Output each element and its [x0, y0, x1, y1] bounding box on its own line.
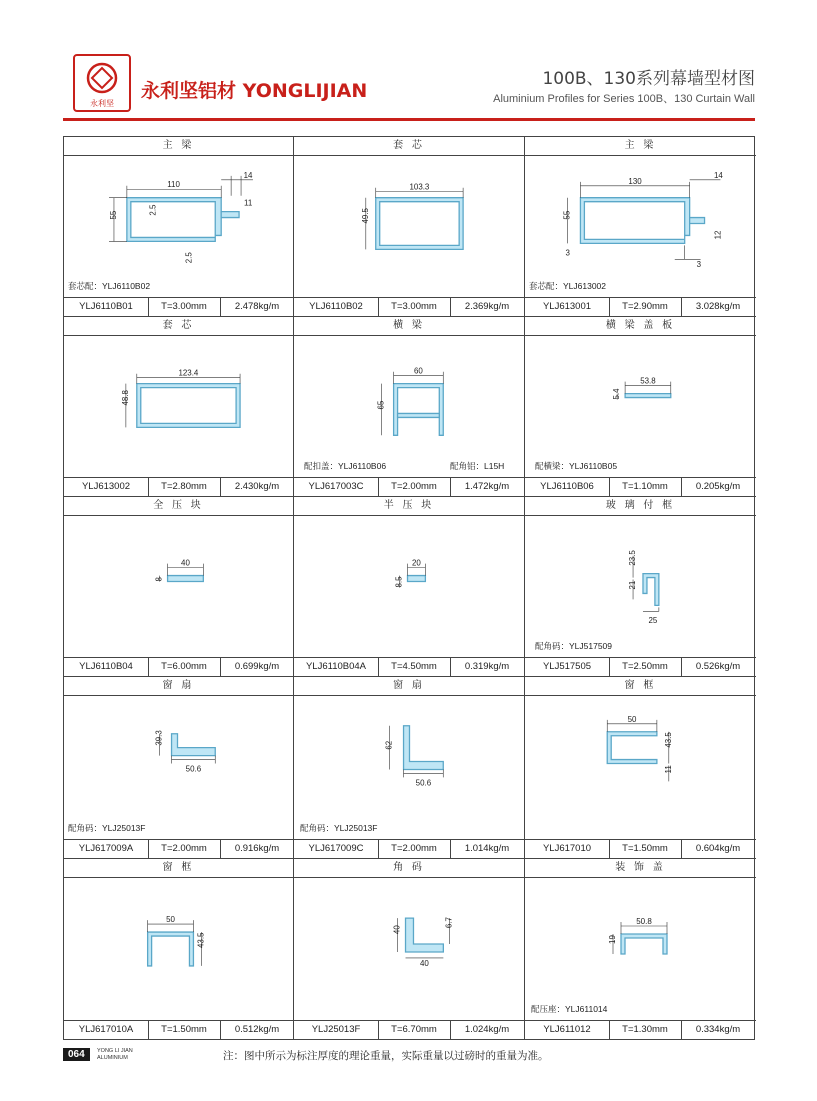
cell-title: 主 梁 [64, 137, 293, 156]
model-code: YLJ6110B06 [525, 478, 610, 496]
svg-text:50.6: 50.6 [415, 778, 432, 788]
wall-thickness: T=2.00mm [378, 478, 451, 496]
cell-title: 玻 璃 付 框 [525, 497, 756, 516]
cell-note: 配角码：YLJ517509 [535, 641, 613, 651]
svg-text:55: 55 [108, 210, 118, 220]
svg-text:23.5: 23.5 [628, 550, 638, 566]
unit-weight: 1.014kg/m [464, 843, 510, 854]
svg-text:40: 40 [181, 558, 190, 568]
wall-thickness: T=1.10mm [609, 478, 682, 496]
cell-note: 配压座：YLJ611014 [531, 1004, 608, 1014]
svg-text:2.5: 2.5 [184, 252, 194, 264]
wall-thickness: T=2.80mm [148, 478, 221, 496]
cell-spec [64, 657, 293, 676]
profile-drawing [525, 516, 756, 657]
profile-drawing [294, 878, 524, 1020]
svg-text:8.5: 8.5 [394, 576, 404, 588]
svg-text:40: 40 [392, 925, 402, 935]
profile-cell [525, 137, 756, 317]
svg-text:50.8: 50.8 [636, 917, 652, 926]
svg-text:8: 8 [154, 577, 164, 582]
footer-brand-line2: ALUMINIUM [97, 1055, 128, 1061]
wall-thickness: T=1.30mm [609, 1021, 682, 1039]
svg-text:14: 14 [714, 170, 723, 180]
unit-weight: 0.699kg/m [234, 661, 280, 672]
profile-drawing [525, 878, 756, 1020]
svg-text:14: 14 [243, 170, 253, 180]
profile-drawing [64, 878, 293, 1020]
model-code: YLJ6110B02 [294, 298, 379, 316]
model-code: YLJ617009A [64, 840, 149, 858]
svg-text:65: 65 [376, 400, 386, 410]
cell-title: 窗 扇 [294, 677, 524, 696]
unit-weight: 0.916kg/m [234, 843, 280, 854]
profile-grid [63, 136, 755, 1040]
svg-text:19: 19 [608, 935, 617, 944]
svg-text:62: 62 [384, 740, 394, 750]
header-divider [63, 118, 755, 121]
cell-spec [64, 297, 293, 316]
svg-text:11: 11 [244, 198, 253, 208]
cell-title: 半 压 块 [294, 497, 524, 516]
svg-text:110: 110 [167, 179, 180, 189]
profile-cell [294, 317, 525, 497]
cell-spec [525, 1020, 756, 1039]
unit-weight: 3.028kg/m [695, 301, 741, 312]
cell-spec [294, 1020, 524, 1039]
footer-brand-line1: YONG LI JIAN [97, 1048, 133, 1054]
unit-weight: 2.478kg/m [234, 301, 280, 312]
model-code: YLJ617009C [294, 840, 379, 858]
cell-title: 窗 扇 [64, 677, 293, 696]
unit-weight: 0.604kg/m [695, 843, 741, 854]
wall-thickness: T=2.90mm [609, 298, 682, 316]
page-header [63, 48, 755, 118]
svg-text:20: 20 [412, 558, 421, 568]
profile-drawing [64, 516, 293, 657]
profile-drawing [525, 336, 756, 477]
wall-thickness: T=1.50mm [609, 840, 682, 858]
model-code: YLJ6110B01 [64, 298, 149, 316]
cell-title: 装 饰 盖 [525, 859, 756, 878]
profile-shape [127, 198, 221, 242]
cell-title: 套 芯 [294, 137, 524, 156]
logo-text: 永利坚 [90, 99, 114, 108]
cell-note: 配扣盖：YLJ6110B06 [304, 461, 387, 471]
svg-text:55: 55 [562, 210, 572, 220]
cell-note: 配角铝：L15H [450, 461, 505, 471]
cell-note: 配角码：YLJ25013F [68, 823, 146, 833]
cell-title: 横 梁 盖 板 [525, 317, 756, 336]
wall-thickness: T=6.00mm [148, 658, 221, 676]
profile-drawing [64, 336, 293, 477]
svg-text:43.5: 43.5 [663, 732, 673, 748]
profile-drawing [64, 156, 293, 297]
cell-title: 横 梁 [294, 317, 524, 336]
unit-weight: 2.430kg/m [234, 481, 280, 492]
model-code: YLJ25013F [294, 1021, 379, 1039]
svg-text:11: 11 [663, 765, 673, 774]
cell-spec [64, 477, 293, 496]
profile-drawing [294, 156, 524, 297]
unit-weight: 0.205kg/m [695, 481, 741, 492]
profile-cell [64, 317, 294, 497]
model-code: YLJ617010 [525, 840, 610, 858]
cell-spec [294, 839, 524, 858]
cell-spec [525, 297, 756, 316]
unit-weight: 0.334kg/m [695, 1024, 741, 1035]
unit-weight: 0.319kg/m [464, 661, 510, 672]
page-number: 064 [63, 1048, 90, 1061]
wall-thickness: T=6.70mm [378, 1021, 451, 1039]
wall-thickness: T=2.50mm [609, 658, 682, 676]
cell-note: 套芯配：YLJ6110B02 [68, 281, 151, 291]
svg-text:130: 130 [628, 176, 642, 186]
wall-thickness: T=4.50mm [378, 658, 451, 676]
unit-weight: 1.472kg/m [464, 481, 510, 492]
wall-thickness: T=3.00mm [148, 298, 221, 316]
svg-text:40: 40 [420, 958, 429, 968]
unit-weight: 1.024kg/m [464, 1024, 510, 1035]
svg-text:50.6: 50.6 [185, 764, 202, 774]
svg-text:6.7: 6.7 [444, 917, 454, 929]
cell-title: 窗 框 [525, 677, 756, 696]
cell-note: 配角码：YLJ25013F [300, 823, 378, 833]
svg-text:39.3: 39.3 [154, 730, 164, 746]
page-subtitle: Aluminium Profiles for Series 100B、130 Curtain Wall [493, 93, 755, 105]
wall-thickness: T=1.50mm [148, 1021, 221, 1039]
profile-drawing [294, 696, 524, 839]
profile-cell [525, 859, 756, 1039]
svg-text:2.5: 2.5 [148, 204, 158, 216]
svg-text:3: 3 [696, 260, 702, 270]
cell-spec [64, 1020, 293, 1039]
cell-spec [294, 477, 524, 496]
profile-drawing [525, 696, 756, 839]
profile-cell [525, 497, 756, 677]
unit-weight: 2.369kg/m [464, 301, 510, 312]
profile-cell [64, 677, 294, 859]
svg-text:48.8: 48.8 [120, 390, 130, 406]
cell-spec [525, 477, 756, 496]
profile-cell [64, 497, 294, 677]
svg-text:123.4: 123.4 [178, 368, 199, 378]
svg-text:103.3: 103.3 [409, 182, 430, 192]
cell-title: 全 压 块 [64, 497, 293, 516]
profile-cell [64, 137, 294, 317]
profile-cell [525, 677, 756, 859]
model-code: YLJ611012 [525, 1021, 610, 1039]
profile-cell [294, 137, 525, 317]
profile-drawing [294, 336, 524, 477]
cell-spec [525, 839, 756, 858]
brand-logo [73, 54, 131, 112]
wall-thickness: T=3.00mm [378, 298, 451, 316]
model-code: YLJ6110B04A [294, 658, 379, 676]
cell-spec [525, 657, 756, 676]
model-code: YLJ613002 [64, 478, 149, 496]
profile-drawing [64, 696, 293, 839]
unit-weight: 0.526kg/m [695, 661, 741, 672]
cell-note: 套芯配：YLJ613002 [529, 281, 607, 291]
model-code: YLJ613001 [525, 298, 610, 316]
wall-thickness: T=2.00mm [378, 840, 451, 858]
svg-text:50: 50 [627, 714, 637, 724]
wall-thickness: T=2.00mm [148, 840, 221, 858]
svg-text:3: 3 [565, 248, 570, 258]
cell-note: 配横梁：YLJ6110B05 [535, 461, 618, 471]
profile-cell [294, 677, 525, 859]
cell-title: 套 芯 [64, 317, 293, 336]
svg-text:60: 60 [414, 366, 423, 376]
cell-spec [294, 297, 524, 316]
brand-name: 永利坚铝材 YONGLIJIAN [141, 80, 368, 102]
model-code: YLJ617010A [64, 1021, 149, 1039]
page-title: 100B、130系列幕墙型材图 [542, 69, 755, 89]
svg-text:21: 21 [628, 580, 638, 590]
profile-cell [64, 859, 294, 1039]
svg-text:5.4: 5.4 [612, 388, 622, 400]
cell-title: 角 码 [294, 859, 524, 878]
cell-spec [294, 657, 524, 676]
svg-text:53.8: 53.8 [640, 376, 656, 386]
model-code: YLJ617003C [294, 478, 379, 496]
profile-cell [525, 317, 756, 497]
weight-note: 注：图中所示为标注厚度的理论重量，实际重量以过磅时的重量为准。 [223, 1050, 549, 1062]
model-code: YLJ517505 [525, 658, 610, 676]
page-footer [63, 1045, 755, 1065]
unit-weight: 0.512kg/m [234, 1024, 280, 1035]
cell-spec [64, 839, 293, 858]
profile-cell [294, 859, 525, 1039]
cell-title: 窗 框 [64, 859, 293, 878]
footer-brand [97, 1048, 133, 1062]
svg-text:43.5: 43.5 [196, 932, 206, 949]
svg-text:12: 12 [713, 230, 723, 240]
cell-title: 主 梁 [525, 137, 756, 156]
svg-text:50: 50 [166, 915, 175, 925]
model-code: YLJ6110B04 [64, 658, 149, 676]
svg-text:25: 25 [648, 616, 658, 626]
profile-cell [294, 497, 525, 677]
profile-drawing [525, 156, 756, 297]
svg-text:49.5: 49.5 [360, 208, 370, 224]
profile-drawing [294, 516, 524, 657]
